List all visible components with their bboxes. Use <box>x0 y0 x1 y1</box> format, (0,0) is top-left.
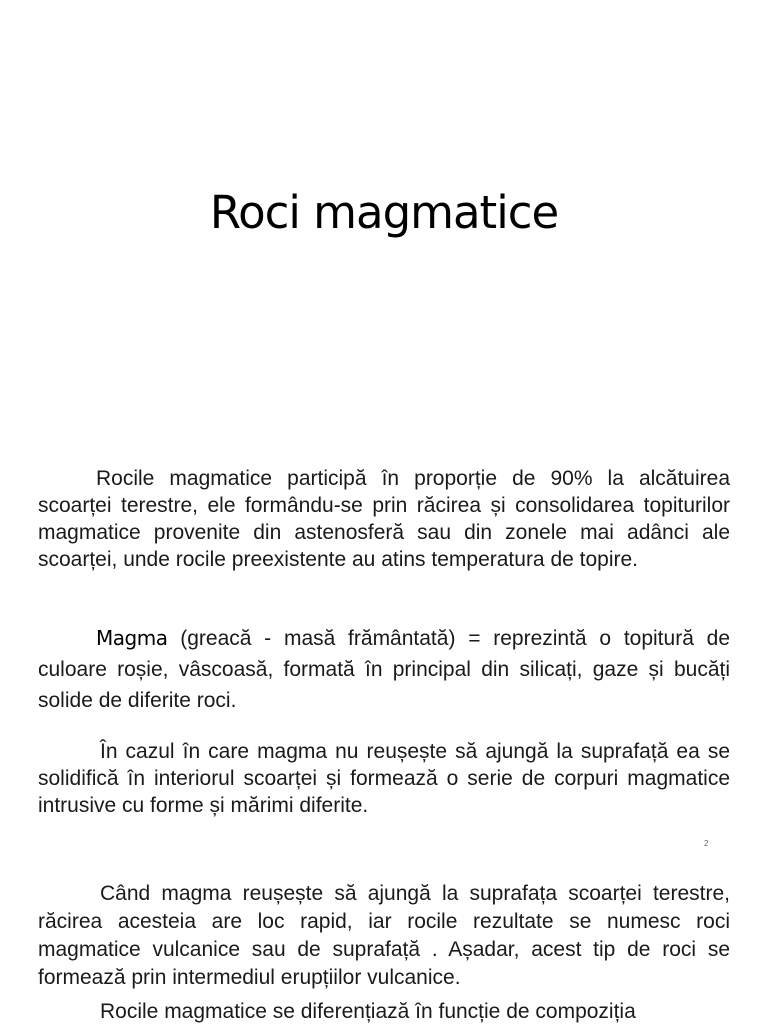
paragraph-intrusive: În cazul în care magma nu reușește să ajungă la suprafață ea se solidifică în interiorul scoarței și formează o serie de corpuri magmatice intrusive cu forme și mărimi diferite. <box>38 740 730 817</box>
paragraph-intro: Rocile magmatice participă în proporție de 90% la alcătuirea scoarței terestre, ele formându-se prin răcirea și consolidarea topiturilor magmatice provenite din astenosferă sau din zonele mai adânci ale scoarței, unde rocile preexistente au atins temperatura de topire. <box>38 467 730 571</box>
term-magma: Magma <box>96 626 168 650</box>
paragraph-magma-definition <box>38 623 730 716</box>
page-number: 2 <box>704 839 709 848</box>
paragraph-composition: Rocile magmatice se diferențiază în funcție de compoziția <box>100 1000 636 1023</box>
page-title: Roci magmatice <box>209 186 559 239</box>
magma-definition-text: (greacă - masă frământată) = reprezintă o topitură de culoare roșie, vâscoasă, formată în principal din silicați, gaze și bucăți solide de diferite roci. <box>38 627 730 712</box>
paragraph-volcanic: Când magma reușește să ajungă la suprafața scoarței terestre, răcirea acesteia are loc rapid, iar rocile rezultate se numesc roci magmatice vulcanice sau de suprafață . Așadar, acest tip de roci se formează prin intermediul erupțiilor vulcanice. <box>38 882 730 989</box>
